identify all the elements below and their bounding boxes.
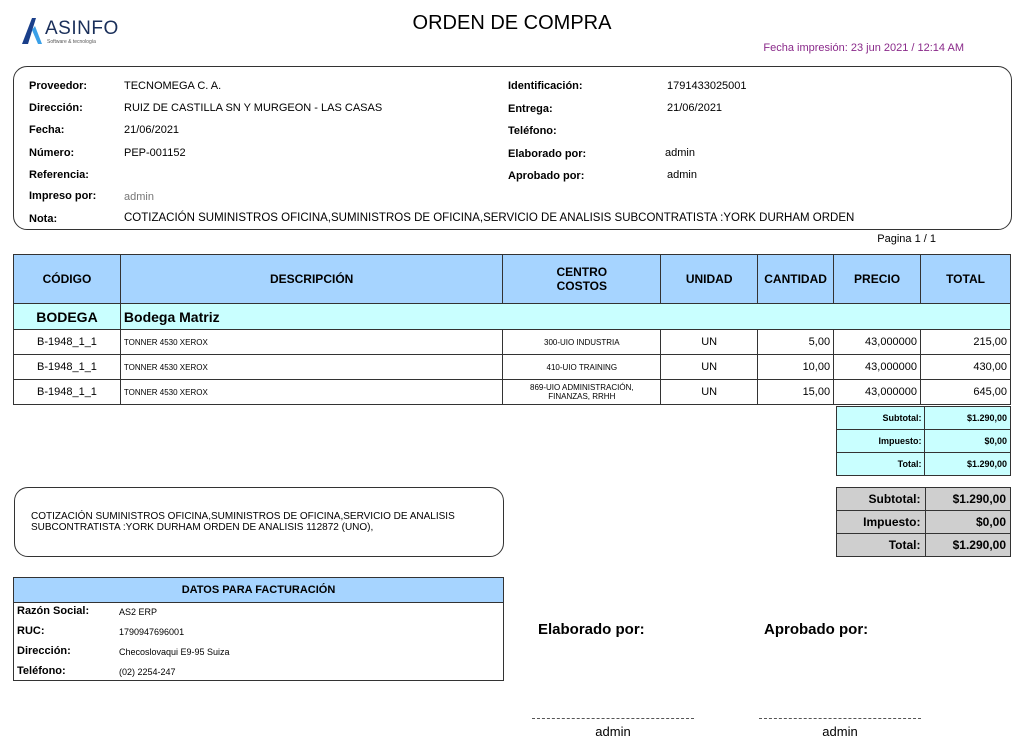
numero-value: PEP-001152: [124, 147, 186, 159]
row-unidad: UN: [661, 330, 758, 355]
col-precio: PRECIO: [834, 255, 921, 304]
elaborado-signature-label: Elaborado por:: [538, 621, 645, 638]
elaborado-signature-line: [532, 718, 694, 719]
identificacion-label: Identificación:: [508, 80, 583, 92]
billing-box: [13, 577, 504, 681]
referencia-label: Referencia:: [29, 169, 89, 181]
col-codigo: CÓDIGO: [14, 255, 121, 304]
row-centro-line1: 410-UIO TRAINING: [546, 362, 618, 372]
aprobado-signature-name: admin: [822, 724, 858, 739]
impreso-por-value: admin: [124, 191, 154, 203]
row-cantidad: 10,00: [758, 355, 834, 380]
table-row: [14, 380, 1011, 405]
nota-label: Nota:: [29, 213, 58, 225]
proveedor-value: TECNOMEGA C. A.: [124, 80, 222, 92]
row-descripcion: TONNER 4530 XEROX: [120, 330, 502, 355]
items-table: [13, 254, 1011, 405]
aprobado-signature-label: Aprobado por:: [764, 621, 869, 638]
direccion-label: Dirección:: [29, 102, 83, 114]
row-descripcion: TONNER 4530 XEROX: [120, 380, 502, 405]
row-codigo: B-1948_1_1: [14, 380, 121, 405]
numero-label: Número:: [29, 147, 75, 159]
col-centro-costos: [503, 255, 661, 304]
col-centro-line2: COSTOS: [556, 279, 608, 293]
row-precio: 43,000000: [834, 330, 921, 355]
billing-direccion-label: Dirección:: [17, 645, 71, 657]
print-date-value: 23 jun 2021 / 12:14 AM: [850, 42, 964, 54]
row-centro-line1: 300-UIO INDUSTRIA: [544, 337, 620, 347]
aprobado-signature-line: [759, 718, 921, 719]
subtotal-row: [837, 488, 1011, 511]
billing-direccion-value: Checoslovaqui E9-95 Suiza: [119, 647, 230, 657]
billing-title: DATOS PARA FACTURACIÓN: [14, 578, 503, 603]
fecha-value: 21/06/2021: [124, 124, 180, 136]
razon-social-label: Razón Social:: [17, 605, 90, 617]
elaborado-por-value: admin: [665, 147, 695, 159]
bodega-row: [14, 304, 1011, 330]
row-centro: [503, 380, 661, 405]
row-unidad: UN: [661, 380, 758, 405]
identificacion-value: 1791433025001: [667, 80, 747, 92]
subtotal-label: Subtotal:: [837, 407, 925, 430]
row-codigo: B-1948_1_1: [14, 330, 121, 355]
elaborado-por-label: Elaborado por:: [508, 148, 587, 160]
impreso-por-label: Impreso por:: [29, 190, 97, 202]
billing-telefono-value: (02) 2254-247: [119, 667, 176, 677]
page-number: Pagina 1 / 1: [877, 233, 936, 245]
table-row: [14, 330, 1011, 355]
bodega-code: BODEGA: [14, 304, 121, 330]
total-value: $1.290,00: [925, 534, 1011, 557]
fecha-label: Fecha:: [29, 124, 65, 136]
razon-social-value: AS2 ERP: [119, 607, 158, 617]
print-date-label: Fecha impresión:: [763, 42, 848, 54]
logo-name: ASINFO: [45, 18, 119, 39]
row-total: 430,00: [921, 355, 1011, 380]
col-cantidad: CANTIDAD: [758, 255, 834, 304]
row-precio: 43,000000: [834, 380, 921, 405]
entrega-label: Entrega:: [508, 103, 553, 115]
subtotals-big: [836, 487, 1011, 557]
table-header-row: [14, 255, 1011, 304]
total-row: [837, 534, 1011, 557]
row-centro: [503, 330, 661, 355]
logo-tagline: Software & tecnología: [47, 39, 96, 45]
col-total: TOTAL: [921, 255, 1011, 304]
elaborado-signature-name: admin: [595, 724, 631, 739]
row-centro-line1: 869-UIO ADMINISTRACIÓN,: [530, 383, 634, 392]
row-cantidad: 15,00: [758, 380, 834, 405]
proveedor-label: Proveedor:: [29, 80, 88, 92]
print-date: [763, 42, 964, 54]
ruc-label: RUC:: [17, 625, 45, 637]
ruc-value: 1790947696001: [119, 627, 185, 637]
bodega-name: Bodega Matriz: [120, 304, 1010, 330]
row-centro-line2: FINANZAS, RRHH: [548, 392, 616, 401]
total-row: [837, 453, 1011, 476]
aprobado-por-label: Aprobado por:: [508, 170, 585, 182]
row-cantidad: 5,00: [758, 330, 834, 355]
subtotals-small: [836, 406, 1011, 476]
row-precio: 43,000000: [834, 355, 921, 380]
row-centro: [503, 355, 661, 380]
entrega-value: 21/06/2021: [667, 102, 723, 114]
impuesto-row: [837, 430, 1011, 453]
impuesto-label: Impuesto:: [837, 430, 925, 453]
row-total: 215,00: [921, 330, 1011, 355]
subtotal-value: $1.290,00: [925, 407, 1011, 430]
telefono-label: Teléfono:: [508, 125, 557, 137]
total-label: Total:: [837, 534, 926, 557]
col-descripcion: DESCRIPCIÓN: [120, 255, 502, 304]
row-unidad: UN: [661, 355, 758, 380]
document-title: ORDEN DE COMPRA: [412, 12, 612, 34]
col-centro-line1: CENTRO: [556, 265, 608, 279]
impuesto-row: [837, 511, 1011, 534]
billing-telefono-label: Teléfono:: [17, 665, 66, 677]
order-header-box: [13, 66, 1012, 230]
nota-value: COTIZACIÓN SUMINISTROS OFICINA,SUMINISTROS DE OFICINA,SERVICIO DE ANALISIS SUBCONTRATISTA :YORK DURHAM ORDEN: [124, 212, 855, 224]
total-label: Total:: [837, 453, 925, 476]
subtotal-row: [837, 407, 1011, 430]
row-total: 645,00: [921, 380, 1011, 405]
impuesto-value: $0,00: [925, 430, 1011, 453]
table-row: [14, 355, 1011, 380]
subtotal-label: Subtotal:: [837, 488, 926, 511]
note-box: COTIZACIÓN SUMINISTROS OFICINA,SUMINISTROS DE OFICINA,SERVICIO DE ANALISIS SUBCONTRATISTA :YORK DURHAM ORDEN DE ANALISIS 112872 (UNO),: [14, 487, 504, 557]
col-unidad: UNIDAD: [661, 255, 758, 304]
aprobado-por-value: admin: [667, 169, 697, 181]
direccion-value: RUIZ DE CASTILLA SN Y MURGEON - LAS CASAS: [124, 102, 383, 114]
subtotal-value: $1.290,00: [925, 488, 1011, 511]
row-codigo: B-1948_1_1: [14, 355, 121, 380]
row-descripcion: TONNER 4530 XEROX: [120, 355, 502, 380]
total-value: $1.290,00: [925, 453, 1011, 476]
impuesto-value: $0,00: [925, 511, 1011, 534]
impuesto-label: Impuesto:: [837, 511, 926, 534]
